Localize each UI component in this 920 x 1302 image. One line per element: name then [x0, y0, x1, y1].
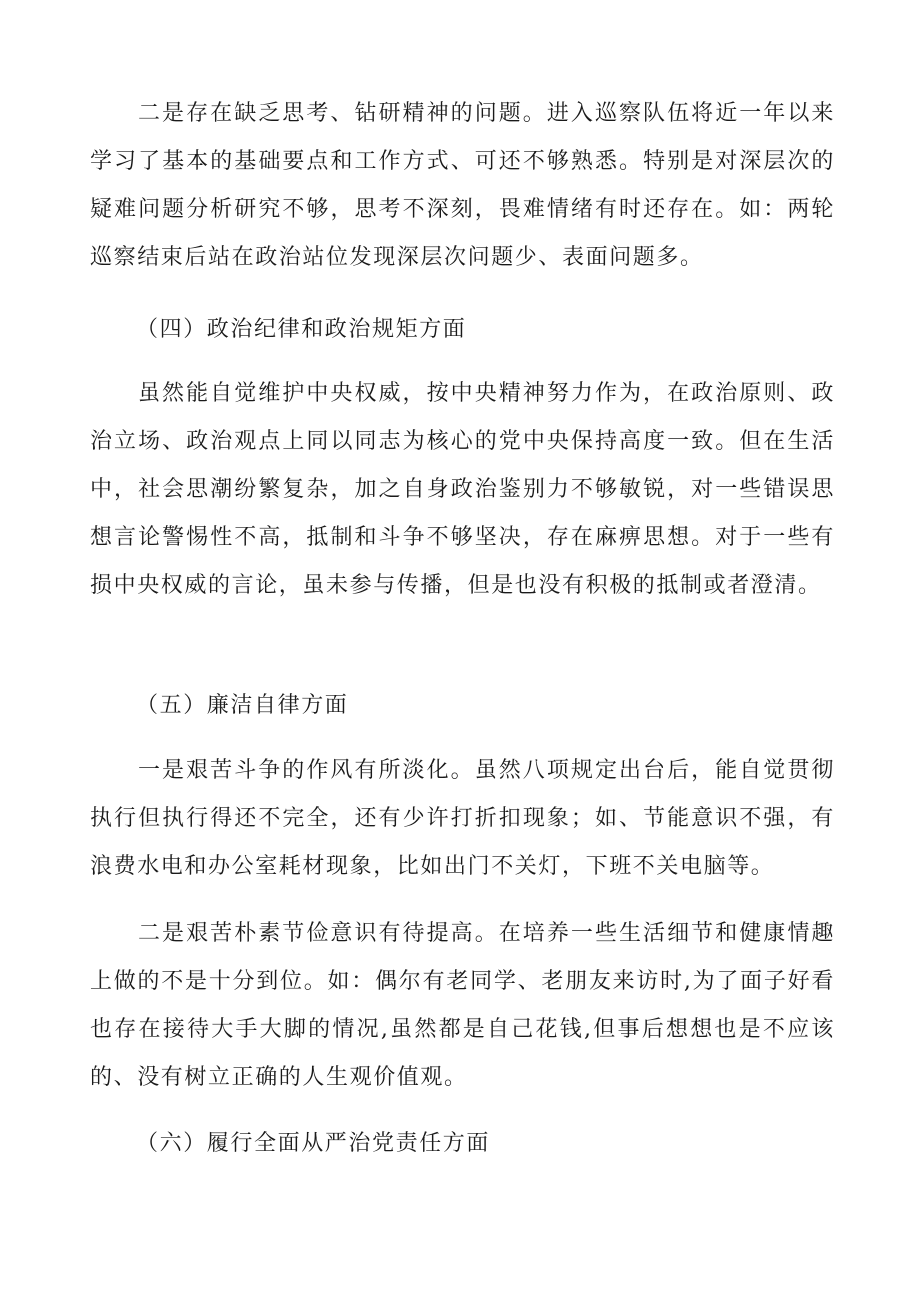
heading-party-governance: （六）履行全面从严治党责任方面	[136, 1131, 491, 1156]
heading-political-discipline: （四）政治纪律和政治规矩方面	[136, 317, 467, 342]
paragraph-thinking-research: 二是存在缺乏思考、钻研精神的问题。进入巡察队伍将近一年以来学习了基本的基础要点和工作方式、可还不够熟悉。特别是对深层次的疑难问题分析研究不够，思考不深刻，畏难情绪有时还存在。如：两轮巡察结束后站在政治站位发现深层次问题少、表面问题多。	[90, 101, 835, 270]
heading-integrity: （五）廉洁自律方面	[136, 693, 349, 718]
paragraph-hard-work-style: 一是艰苦斗争的作风有所淡化。虽然八项规定出台后，能自觉贯彻执行但执行得还不完全，还有少许打折扣现象；如、节能意识不强，有浪费水电和办公室耗材现象，比如出门不关灯，下班不关电脑等。	[90, 758, 835, 879]
paragraph-political-discipline: 虽然能自觉维护中央权威，按中央精神努力作为，在政治原则、政治立场、政治观点上同以同志为核心的党中央保持高度一致。但在生活中，社会思潮纷繁复杂，加之自身政治鉴别力不够敏锐，对一些错误思想言论警惕性不高，抵制和斗争不够坚决，存在麻痹思想。对于一些有损中央权威的言论，虽未参与传播，但是也没有积极的抵制或者澄清。	[90, 381, 835, 598]
paragraph-frugality: 二是艰苦朴素节俭意识有待提高。在培养一些生活细节和健康情趣上做的不是十分到位。如：偶尔有老同学、老朋友来访时,为了面子好看也存在接待大手大脚的情况,虽然都是自己花钱,但事后想想也是不应该的、没有树立正确的人生观价值观。	[90, 921, 835, 1090]
